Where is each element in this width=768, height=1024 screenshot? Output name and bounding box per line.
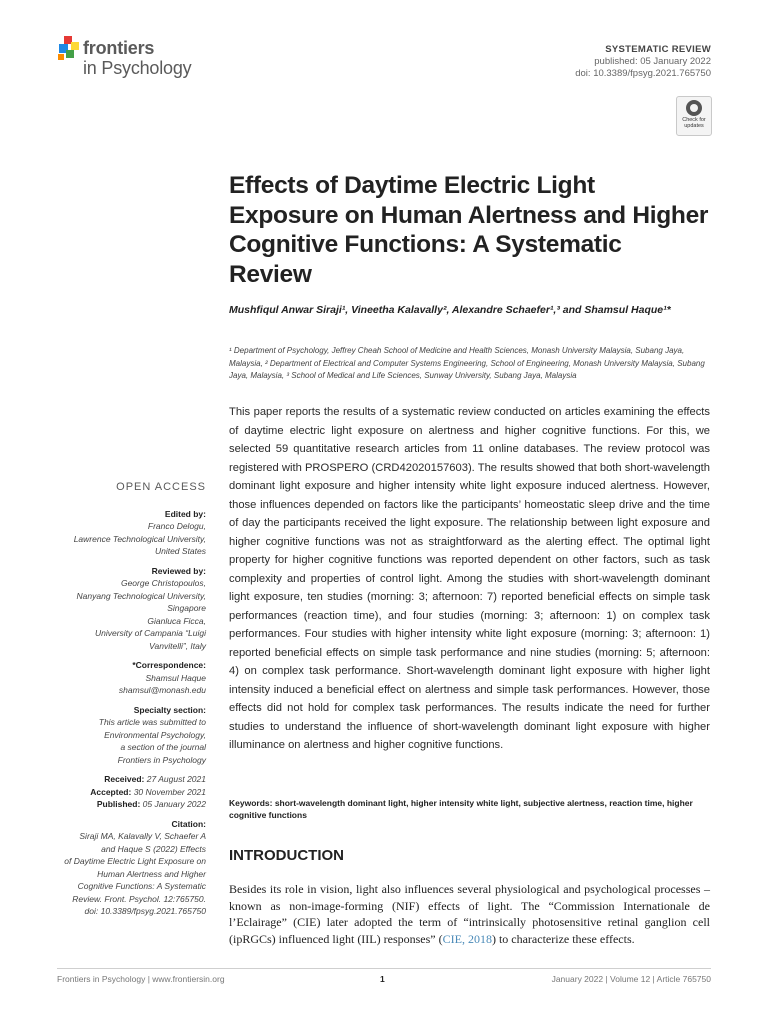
accepted-value: 30 November 2021 (131, 786, 206, 797)
journal-brand-line1: frontiers (83, 38, 155, 58)
published-value: 05 January 2022 (140, 799, 206, 809)
footer-journal[interactable]: Frontiers in Psychology | www.frontiersin.org (57, 974, 225, 984)
citation-line: of Daytime Electric Light Exposure on (64, 856, 206, 866)
check-for-updates-badge[interactable] (676, 96, 712, 136)
journal-brand-line2: in Psychology (83, 58, 192, 78)
introduction-paragraph (229, 881, 710, 947)
author-list: Mushfiqul Anwar Siraji¹, Vineetha Kalavally², Alexandre Schaefer¹,³ and Shamsul Haque¹* (229, 304, 671, 316)
citation-link[interactable]: CIE, 2018 (442, 931, 492, 946)
reviewer-line: George Christopoulos, (120, 578, 206, 588)
specialty-heading: Specialty section: (133, 704, 206, 715)
specialty-line: Environmental Psychology, (104, 729, 206, 740)
reviewer-line: Nanyang Technological University, (76, 590, 206, 601)
specialty-line: This article was submitted to (98, 717, 206, 727)
published-label: Published: (96, 799, 141, 809)
accepted-date (57, 786, 206, 799)
citation-line: Siraji MA, Kalavally V, Schaefer A (79, 831, 206, 841)
journal-logo[interactable] (57, 34, 207, 82)
section-heading-introduction: INTRODUCTION (229, 847, 344, 864)
article-doi[interactable]: doi: 10.3389/fpsyg.2021.765750 (575, 68, 711, 79)
editor-line: Franco Delogu, (147, 521, 206, 531)
article-title: Effects of Daytime Electric Light Exposure on Human Alertness and Higher Cognitive Functions: A Systematic Review (229, 172, 709, 288)
reviewer-line: Gianluca Ficca, (147, 615, 206, 626)
specialty-line: a section of the journal (120, 742, 206, 752)
received-value: 27 August 2021 (144, 774, 206, 784)
article-info-sidebar (57, 481, 206, 918)
published-date-sidebar (57, 798, 206, 811)
received-label: Received: (104, 774, 145, 784)
accepted-label: Accepted: (90, 786, 132, 797)
check-updates-icon (686, 100, 702, 116)
reviewer-line: Singapore (167, 603, 206, 613)
intro-text-part2: ) to characterize these effects. (491, 931, 635, 946)
abstract: This paper reports the results of a systematic review conducted on articles examining the effects of daytime electric light exposure on alertness and higher cognitive functions. For this, we selected 59 quantitative research articles from 11 online databases. The review protocol was registered with PROSPERO (CRD42020157603). The results showed that both short-wavelength dominant light exposure and higher intensity white light exposure induced alertness. However, those influences depended on factors like the participants’ homeostatic sleep drive and the time of day the participants received the light exposure. The relationship between light exposure and higher cognitive functions was not as straightforward as the alerting effect. The optimal light property for higher cognitive functions was reported dependent on other factors, such as task complexity and properties of control light. Among the studies with short-wavelength dominant light exposure, ten studies (morning: 3; afternoon: 7) reported beneficial effects on simple task performances (reaction time), and four studies (morning: 3; afternoon: 1) on complex task performances. Four studies with higher intensity white light exposure (morning: 3; afternoon: 1) reported beneficial effects on simple task performance and nine studies (morning: 5; afternoon: 4) on complex task performance. Short-wavelength dominant light exposure with higher light intensity induced a beneficial effect on alertness and simple task performances. However, those effects did not hold for complex task performances. The results indicate the need for further studies to understand the influence of short-wavelength dominant light exposure with higher illuminance on alertness and higher cognitive functions. (229, 406, 710, 751)
edited-by-heading: Edited by: (164, 508, 206, 519)
citation-line: Review. Front. Psychol. 12:765750. (72, 893, 206, 904)
reviewed-by-heading: Reviewed by: (151, 565, 206, 576)
reviewer-line: University of Campania “Luigi (94, 628, 206, 638)
footer-volume: January 2022 | Volume 12 | Article 765750 (551, 974, 711, 984)
citation-line: and Haque S (2022) Effects (101, 843, 206, 854)
intro-text-part1: Besides its role in vision, light also influences several physiological and psychological processes – known as non-image-forming (NIF) effects of light. The “Commission Internationale de l’Eclairage” (CIE) later adopted the term of “intrinsically photosensitive retinal ganglion cell (ipRGCs) influenced light (IIL) responses” ( (229, 882, 710, 946)
editor-line: United States (154, 546, 206, 556)
citation-line: Cognitive Functions: A Systematic (77, 881, 206, 891)
editor-line: Lawrence Technological University, (73, 533, 206, 544)
open-access-label: OPEN ACCESS (116, 481, 206, 493)
page-number: 1 (380, 974, 385, 984)
footer-divider (57, 968, 711, 969)
citation-heading: Citation: (171, 818, 206, 829)
article-type: SYSTEMATIC REVIEW (605, 44, 711, 55)
correspondence-heading: *Correspondence: (132, 660, 206, 670)
reviewer-line: Vanvitelli”, Italy (149, 640, 206, 651)
citation-line: Human Alertness and Higher (97, 868, 206, 879)
check-updates-label: Check for updates (682, 117, 706, 129)
correspondence-name: Shamsul Haque (145, 672, 206, 683)
published-date: published: 05 January 2022 (594, 56, 711, 67)
frontiers-logo-icon (57, 36, 81, 62)
citation-line[interactable]: doi: 10.3389/fpsyg.2021.765750 (84, 906, 206, 916)
article-meta (575, 44, 711, 80)
correspondence-email[interactable]: shamsul@monash.edu (118, 685, 206, 695)
keywords: Keywords: short-wavelength dominant light, higher intensity white light, subjective alertness, reaction time, higher cognitive functions (229, 798, 693, 820)
specialty-line: Frontiers in Psychology (117, 754, 206, 765)
affiliations: ¹ Department of Psychology, Jeffrey Cheah School of Medicine and Health Sciences, Monash University Malaysia, Subang Jaya, Malaysia, ² Department of Electrical and Computer Systems Engineering, School of Engineering, Monash University Malaysia, Subang Jaya, Malaysia, ³ School of Medical and Life Sciences, Sunway University, Subang Jaya, Malaysia (229, 346, 705, 380)
received-date (57, 773, 206, 786)
